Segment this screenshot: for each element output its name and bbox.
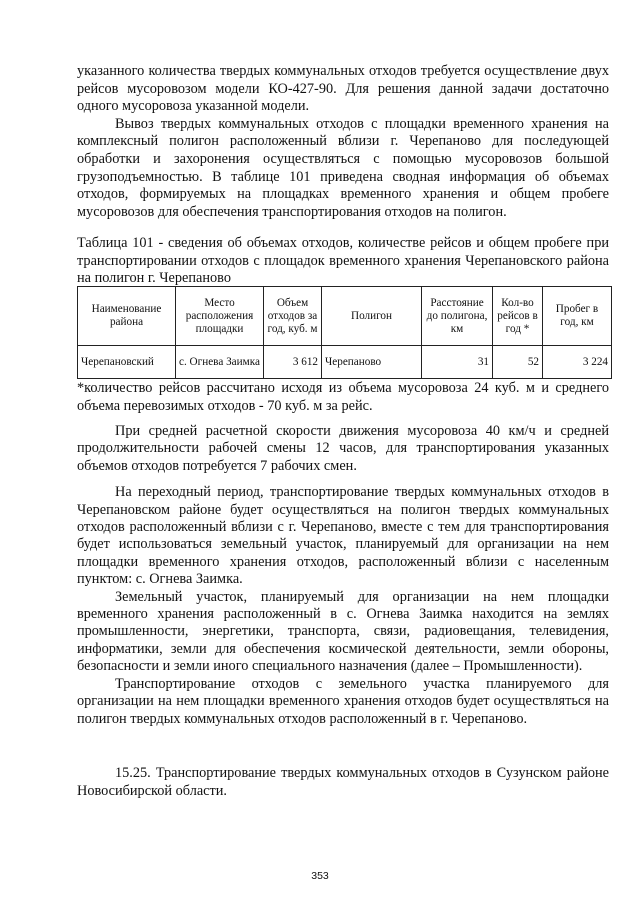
section-heading: 15.25. Транспортирование твердых коммунальных отходов в Сузунском районе Новосибирской области. [77,765,609,799]
table-caption-block [77,235,609,288]
waste-volume-table [77,286,612,379]
main-text-block [77,423,609,728]
paragraph-transport-route: Транспортирование отходов с земельного участка планируемого для организации на нем площадки временного хранения отходов будет осуществляться на полигон твердых коммунальных отходов расположенный в г. Черепаново. [77,675,609,727]
cell-distance: 31 [422,346,493,379]
header-distance: Расстояние до полигона, км [422,287,493,346]
paragraph-continuation: указанного количества твердых коммунальных отходов требуется осуществление двух рейсов мусоровозом модели КО-427-90. Для решения данной задачи достаточно одного мусоровоза указанной модели. [77,63,609,115]
cell-site-location: с. Огнева Заимка [176,346,264,379]
cell-trips: 52 [493,346,543,379]
paragraph-transport-summary: Вывоз твердых коммунальных отходов с площадки временного хранения на комплексный полигон расположенный вблизи г. Черепаново для последующей обработки и захоронения осуществляться с помощью мусоровозов большой грузоподъемностью. В таблице 101 приведена сводная информация об объемах отходов, формируемых на площадках временного хранения и общем пробеге мусоровозов для обеспечения транспортирования отходов на полигон. [77,115,609,220]
paragraph-work-shifts: При средней расчетной скорости движения мусоровоза 40 км/ч и средней продолжительности рабочей смены 12 часов, для транспортирования указанных объемов отходов потребуется 7 рабочих смен. [77,423,609,474]
header-trips: Кол-во рейсов в год * [493,287,543,346]
header-site-location: Место расположения площадки [176,287,264,346]
paragraph-transition-period: На переходный период, транспортирование твердых коммунальных отходов в Черепановском районе будет осуществляться на полигон твердых коммунальных отходов расположенный вблизи с г. Черепаново, вместе с тем для транспортирования будет использоваться земельный участок, планируемый для организации на нем площадки временного хранения отходов, расположенный вблизи с населенным пунктом: с. Огнева Заимка. [77,484,609,588]
header-waste-volume: Объем отходов за год, куб. м [264,287,322,346]
intro-text-block [77,63,609,221]
table-caption: Таблица 101 - сведения об объемах отходов, количестве рейсов и общем пробеге при транспортировании отходов с площадок временного хранения Черепановского района на полигон г. Черепаново [77,235,609,287]
header-landfill: Полигон [322,287,422,346]
cell-district: Черепановский [78,346,176,379]
header-mileage: Пробег в год, км [543,287,612,346]
table-header-row [78,287,612,346]
page-number: 353 [311,870,329,882]
cell-mileage: 3 224 [543,346,612,379]
section-heading-block [77,765,609,800]
table-row [78,346,612,379]
paragraph-land-plot: Земельный участок, планируемый для организации на нем площадки временного хранения расположенный в с. Огнева Заимка находится на землях промышленности, энергетики, транспорта, связи, радиовещания, телевидения, информатики, земли для обеспечения космической деятельности, земли обороны, безопасности и земли иного специального назначения (далее – Промышленности). [77,588,609,675]
header-district: Наименование района [78,287,176,346]
cell-landfill: Черепаново [322,346,422,379]
table-footnote: *количество рейсов рассчитано исходя из объема мусоровоза 24 куб. м и среднего объема перевозимых отходов - 70 куб. м за рейс. [77,380,609,414]
cell-waste-volume: 3 612 [264,346,322,379]
footnote-block [77,380,609,415]
